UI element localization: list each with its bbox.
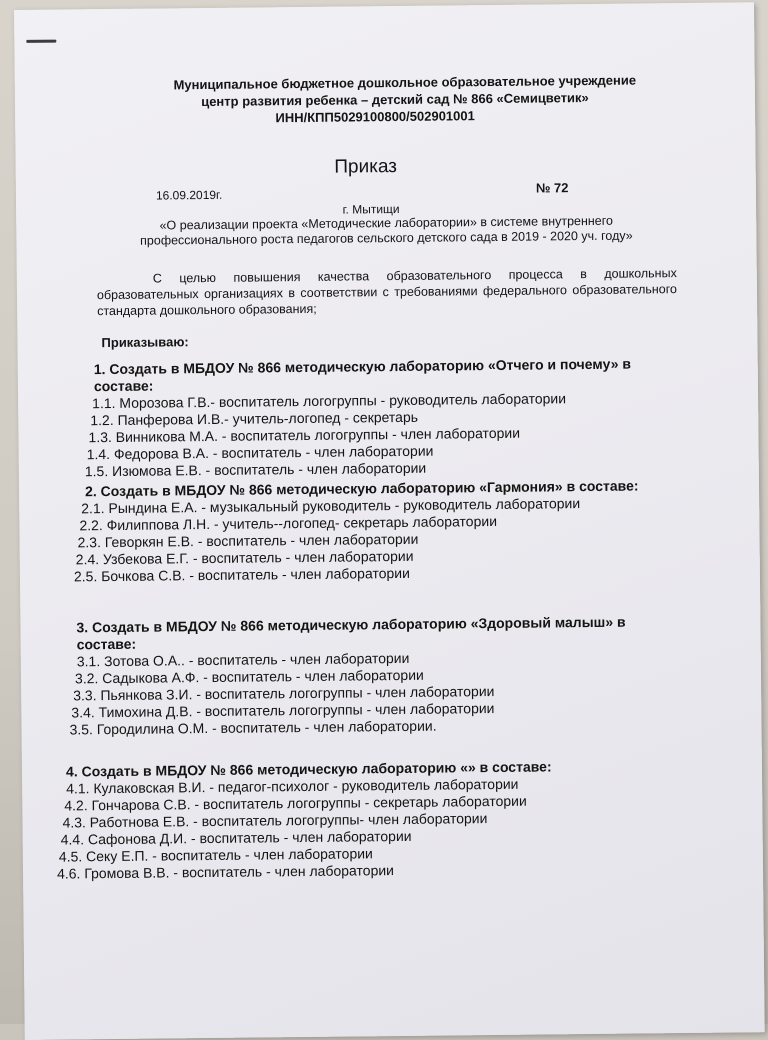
section-title: 2. Создать в МБДОУ № 866 методическую лабораторию «Гармония» в составе: <box>84 477 639 500</box>
document-city: г. Мытищи <box>342 201 400 217</box>
list-item: 1.3. Винникова М.А. - воспитатель логогруппы - член лаборатории <box>88 424 521 446</box>
list-item: 4.1. Кулаковская В.И. - педагог-психолог - руководитель лаборатории <box>66 775 519 797</box>
document-number: № 72 <box>535 180 569 196</box>
header-line-3: ИНН/КПП5029100800/502901001 <box>275 108 475 126</box>
lab-section-4 <box>56 757 687 882</box>
document-date: 16.09.2019г. <box>155 187 223 203</box>
lab-section-3 <box>69 613 677 738</box>
list-item: 4.5. Секу Е.П. - воспитатель - член лаборатории <box>58 845 373 865</box>
list-item: 2.5. Бочкова С.В. - воспитатель - член лаборатории <box>73 564 410 585</box>
intro-paragraph: С целью повышения качества образовательного процесса в дошкольных образовательных организациях в соответствии с требованиями федерального образовательного стандарта дошкольного образования; <box>96 266 678 319</box>
list-item: 2.1. Рындина Е.А. - музыкальный руководитель - руководитель лаборатории <box>81 495 581 517</box>
section-title: 1. Создать в МБДОУ № 866 методическую лабораторию «Отчего и почему» в составе: <box>93 355 632 395</box>
list-item: 4.6. Громова В.В. - воспитатель - член лаборатории <box>56 862 395 882</box>
organization-header <box>15 71 695 129</box>
document-subject: «О реализации проекта «Методические лаборатории» в системе внутреннего профессионального роста педагогов сельского детского сада в 2019 - 2020 уч. году» <box>140 213 633 248</box>
list-item: 2.4. Узбекова Е.Г. - воспитатель - член лаборатории <box>75 547 414 568</box>
header-line-2: центр развития ребенка – детский сад № 866 «Семицветик» <box>201 89 589 110</box>
order-heading: Приказываю: <box>101 334 189 351</box>
staple-mark <box>26 40 56 43</box>
list-item: 4.3. Работнова Е.В. - воспитатель логогруппы- член лаборатории <box>62 810 488 831</box>
list-item: 1.1. Морозова Г.В.- воспитатель логогруппы - руководитель лаборатории <box>92 390 567 412</box>
list-item: 4.2. Гончарова С.В. - воспитатель логогруппы - секретарь лаборатории <box>64 792 527 814</box>
section-title: 4. Создать в МБДОУ № 866 методическую лабораторию «» в составе: <box>65 758 552 780</box>
list-item: 1.4. Федорова В.А. - воспитатель - член лаборатории <box>86 442 434 463</box>
list-item: 2.2. Филиппова Л.Н. - учитель--логопед- секретарь лаборатории <box>79 512 498 534</box>
document-title: Приказ <box>334 155 398 178</box>
list-item: 3.1. Зотова О.А.. - воспитатель - член лаборатории <box>76 649 410 670</box>
list-item: 3.4. Тимохина Д.В. - воспитатель логогруппы - член лаборатории <box>71 700 495 721</box>
list-item: 3.3. Пьянкова З.И. - воспитатель логогруппы - член лаборатории <box>73 683 495 704</box>
document-page <box>14 2 765 1040</box>
list-item: 2.3. Геворкян Е.В. - воспитатель - член лаборатории <box>77 530 419 551</box>
list-item: 3.2. Садыкова А.Ф. - воспитатель - член лаборатории <box>74 666 424 687</box>
list-item: 1.5. Изюмова Е.В. - воспитатель - член лаборатории <box>84 459 427 480</box>
list-item: 1.2. Панферова И.В.- учитель-логопед - секретарь <box>90 408 419 429</box>
list-item: 3.5. Городилина О.М. - воспитатель - член лаборатории. <box>69 717 437 738</box>
lab-section-1 <box>84 355 655 480</box>
lab-section-2 <box>73 477 646 585</box>
list-item: 4.4. Сафонова Д.И. - воспитатель - член лаборатории <box>60 827 412 848</box>
section-title: 3. Создать в МБДОУ № 866 методическую лабораторию «Здоровый малыш» в составе: <box>76 613 626 653</box>
header-line-1: Муниципальное бюджетное дошкольное образовательное учреждение <box>173 72 637 93</box>
